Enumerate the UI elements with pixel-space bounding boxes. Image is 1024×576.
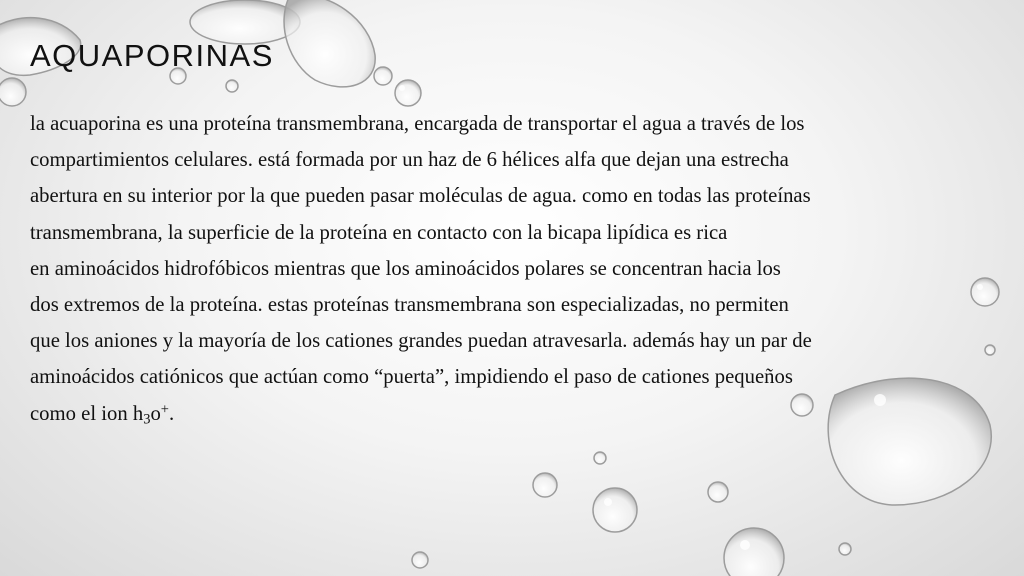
body-line-last	[30, 396, 1020, 432]
water-drop	[374, 67, 392, 85]
water-drop	[284, 0, 375, 87]
ion-text-middle: o	[150, 402, 161, 425]
ion-text-suffix: .	[168, 402, 175, 425]
body-line: aminoácidos catiónicos que actúan como “puerta”, impidiendo el paso de cationes pequeños	[30, 366, 793, 389]
body-line: compartimientos celulares. está formada por un haz de 6 hélices alfa que dejan una estrecha	[30, 149, 789, 172]
slide-title: AQUAPORINAS	[30, 38, 274, 73]
water-drop	[724, 528, 784, 576]
body-line: dos extremos de la proteína. estas proteínas transmembrana son especializadas, no permiten	[30, 294, 789, 317]
body-line: la acuaporina es una proteína transmembrana, encargada de transportar el agua a través de los	[30, 113, 805, 135]
body-line: que los aniones y la mayoría de los cationes grandes puedan atravesarla. además hay un par de	[30, 330, 812, 353]
body-line: abertura en su interior por la que pueden pasar moléculas de agua. como en todas las proteínas	[30, 185, 811, 208]
ion-text-prefix: como el ion h	[30, 402, 144, 425]
body-line: en aminoácidos hidrofóbicos mientras que los aminoácidos polares se concentran hacia los	[30, 257, 781, 280]
water-drop	[0, 78, 26, 106]
water-drop	[708, 482, 728, 502]
water-drop	[593, 488, 637, 532]
water-drop	[839, 543, 851, 555]
water-drop	[533, 473, 557, 497]
water-drop	[412, 552, 428, 568]
body-line: transmembrana, la superficie de la proteína en contacto con la bicapa lipídica es rica	[30, 221, 728, 244]
water-drop	[395, 80, 421, 106]
ion-subscript: 3	[143, 411, 151, 428]
water-drop	[594, 452, 606, 464]
slide-body	[30, 106, 1020, 432]
water-drop	[226, 80, 238, 92]
ion-superscript: +	[160, 401, 169, 418]
